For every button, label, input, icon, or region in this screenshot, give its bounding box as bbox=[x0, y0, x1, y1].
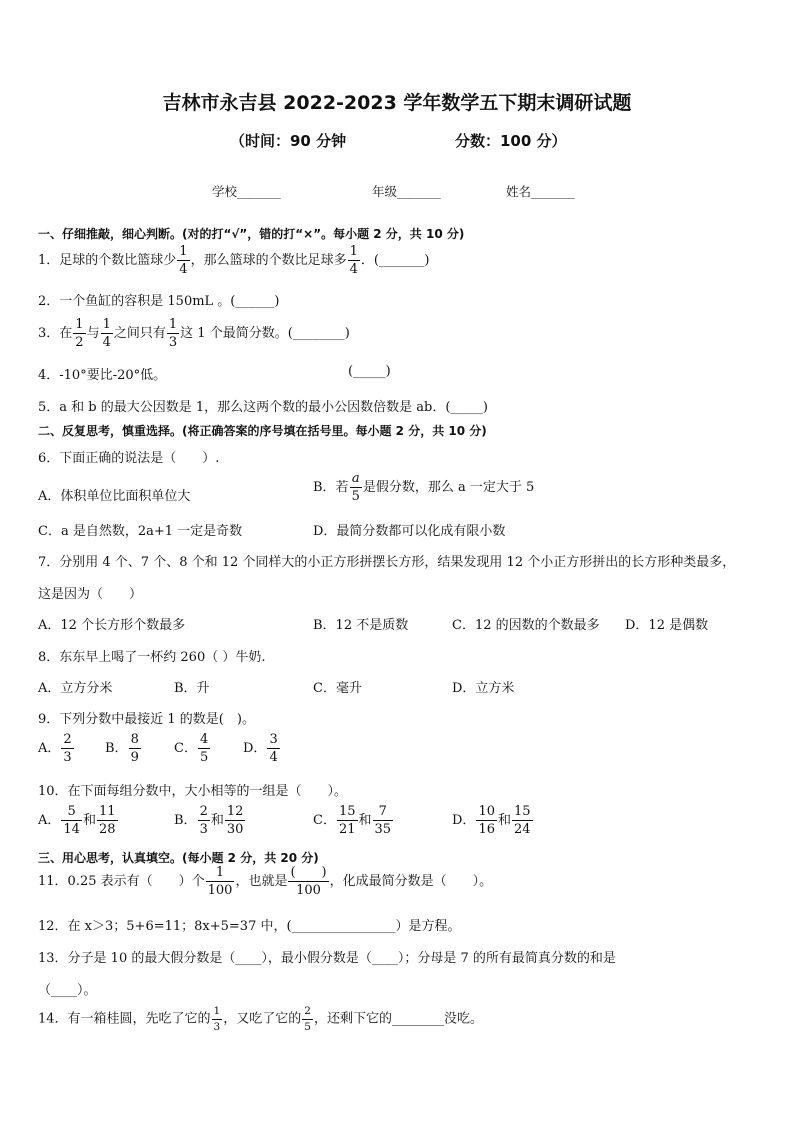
exam-time: （时间：90 分钟 bbox=[230, 132, 347, 150]
question-4-blank: (_____) bbox=[348, 364, 391, 379]
question-9-stem: 9．下列分数中最接近 1 的数是( )。 bbox=[38, 712, 255, 727]
q10-option-b: B． $\frac{2}{3}$ 和 $\frac{12}{30}$ bbox=[174, 804, 244, 837]
exam-score: 分数：100 分） bbox=[455, 132, 567, 150]
fraction: $\frac{15}{21}$ bbox=[338, 804, 356, 837]
fraction: $\frac{4}{5}$ bbox=[199, 732, 209, 765]
q7-option-a: A．12 个长方形个数最多 bbox=[38, 618, 186, 633]
fraction: $\frac{15}{24}$ bbox=[514, 804, 531, 837]
question-4: 4．-10°要比-20°低。 bbox=[38, 368, 167, 383]
question-8-stem: 8．东东早上喝了一杯约 260（ ）牛奶. bbox=[38, 650, 266, 665]
fraction: $\frac{1}{4}$ bbox=[179, 244, 188, 277]
fraction: $\frac{7}{35}$ bbox=[374, 804, 392, 837]
fraction: $\frac{( )}{100}$ bbox=[290, 865, 327, 898]
fraction: $\frac{8}{9}$ bbox=[130, 732, 139, 765]
fraction: $\frac{1}{4}$ bbox=[349, 244, 358, 277]
grade-field: 年级_______ bbox=[372, 184, 441, 199]
fraction: $\frac{1}{4}$ bbox=[102, 317, 111, 350]
fraction: $\frac{a}{5}$ bbox=[351, 471, 360, 504]
q6-option-d: D．最简分数都可以化成有限小数 bbox=[313, 524, 506, 539]
question-7-stem-2: 这是因为（ ） bbox=[38, 587, 143, 602]
question-7-stem-1: 7．分别用 4 个、7 个、8 个和 12 个同样大的小正方形拼摆长方形，结果发现用 12 个小正方形拼出的长方形种类最多， bbox=[38, 555, 736, 570]
q8-option-a: A．立方分米 bbox=[38, 681, 113, 696]
q9-option-d: D． $\frac{3}{4}$ bbox=[243, 732, 278, 765]
page-title: 吉林市永吉县 2022-2023 学年数学五下期末调研试题 bbox=[162, 92, 632, 114]
q10-option-a: A． $\frac{5}{14}$ 和 $\frac{11}{28}$ bbox=[38, 804, 116, 837]
q7-option-c: C．12 的因数的个数最多 bbox=[452, 618, 600, 633]
question-12: 12．在 x＞3；5+6=11；8x+5=37 中，(________________）是方程。 bbox=[38, 919, 461, 934]
fraction: $\frac{2}{5}$ bbox=[304, 1005, 311, 1033]
section-2-heading: 二、反复思考，慎重选择。(将正确答案的序号填在括号里。每小题 2 分，共 10 分) bbox=[38, 424, 487, 438]
fraction: $\frac{11}{28}$ bbox=[98, 804, 116, 837]
q6-option-a: A．体积单位比面积单位大 bbox=[38, 489, 191, 504]
q10-option-c: C． $\frac{15}{21}$ 和 $\frac{7}{35}$ bbox=[313, 804, 392, 837]
q10-option-d: D． $\frac{10}{16}$ 和 $\frac{15}{24}$ bbox=[452, 804, 531, 837]
q8-option-b: B．升 bbox=[174, 681, 210, 696]
q8-option-d: D．立方米 bbox=[452, 681, 515, 696]
fraction: $\frac{3}{4}$ bbox=[269, 732, 278, 765]
question-11: 11．0.25 表示有（ ）个 $\frac{1}{100}$ ，也就是 $\frac{( )}{100}$ ，化成最简分数是（ ）。 bbox=[38, 865, 493, 898]
q6-option-b: B．若 $\frac{a}{5}$ 是假分数，那么 a 一定大于 5 bbox=[313, 471, 535, 504]
school-field: 学校_______ bbox=[212, 184, 281, 199]
fraction: $\frac{1}{2}$ bbox=[75, 317, 84, 350]
question-1 bbox=[38, 245, 430, 276]
question-14: 14．有一箱桂圆，先吃了它的 $\frac{1}{3}$ ，又吃了它的 $\frac{2}{5}$ ，还剩下它的________没吃。 bbox=[38, 1005, 483, 1033]
question-13-line-1: 13．分子是 10 的最大假分数是（____），最小假分数是（____）；分母是 7 的所有最简真分数的和是 bbox=[38, 951, 616, 966]
q1-text-c: ．(_______) bbox=[360, 253, 430, 268]
q9-option-b: B． $\frac{8}{9}$ bbox=[105, 732, 139, 765]
q8-option-c: C．毫升 bbox=[313, 681, 362, 696]
question-6-stem: 6．下面正确的说法是（ ）. bbox=[38, 451, 220, 466]
fraction: $\frac{2}{3}$ bbox=[199, 804, 208, 837]
question-5: 5．a 和 b 的最大公因数是 1，那么这两个数的最小公因数倍数是 ab．(_____) bbox=[38, 400, 488, 415]
fraction: $\frac{5}{14}$ bbox=[63, 804, 80, 837]
question-10-stem: 10．在下面每组分数中，大小相等的一组是（ ）。 bbox=[38, 784, 348, 799]
q9-option-a: A． $\frac{2}{3}$ bbox=[38, 732, 72, 765]
q9-option-c: C． $\frac{4}{5}$ bbox=[174, 732, 209, 765]
fraction: $\frac{1}{3}$ bbox=[168, 317, 178, 350]
fraction: $\frac{12}{30}$ bbox=[226, 804, 244, 837]
question-2: 2．一个鱼缸的容积是 150mL 。(______) bbox=[38, 294, 280, 309]
q1-text-a: 1．足球的个数比篮球少 bbox=[38, 253, 177, 268]
q6-option-c: C．a 是自然数，2a+1 一定是奇数 bbox=[38, 524, 243, 539]
fraction: $\frac{1}{3}$ bbox=[213, 1005, 221, 1033]
section-1-heading: 一、仔细推敲，细心判断。(对的打“√”，错的打“×”。每小题 2 分，共 10 分) bbox=[38, 227, 465, 241]
fraction: $\frac{2}{3}$ bbox=[63, 732, 72, 765]
q7-option-b: B．12 不是质数 bbox=[313, 618, 409, 633]
q1-text-b: ，那么篮球的个数比足球多 bbox=[190, 253, 347, 268]
question-13-line-2: （____）。 bbox=[38, 983, 97, 998]
fraction: $\frac{10}{16}$ bbox=[478, 804, 495, 837]
question-3: 3．在 $\frac{1}{2}$ 与 $\frac{1}{4}$ 之间只有 $\frac{1}{3}$ 这 1 个最简分数。(________) bbox=[38, 317, 350, 350]
name-field: 姓名_______ bbox=[506, 184, 575, 199]
section-3-heading: 三、用心思考，认真填空。(每小题 2 分，共 20 分) bbox=[38, 851, 319, 865]
fraction: $\frac{1}{100}$ bbox=[207, 865, 233, 898]
q7-option-d: D．12 是偶数 bbox=[625, 618, 709, 633]
